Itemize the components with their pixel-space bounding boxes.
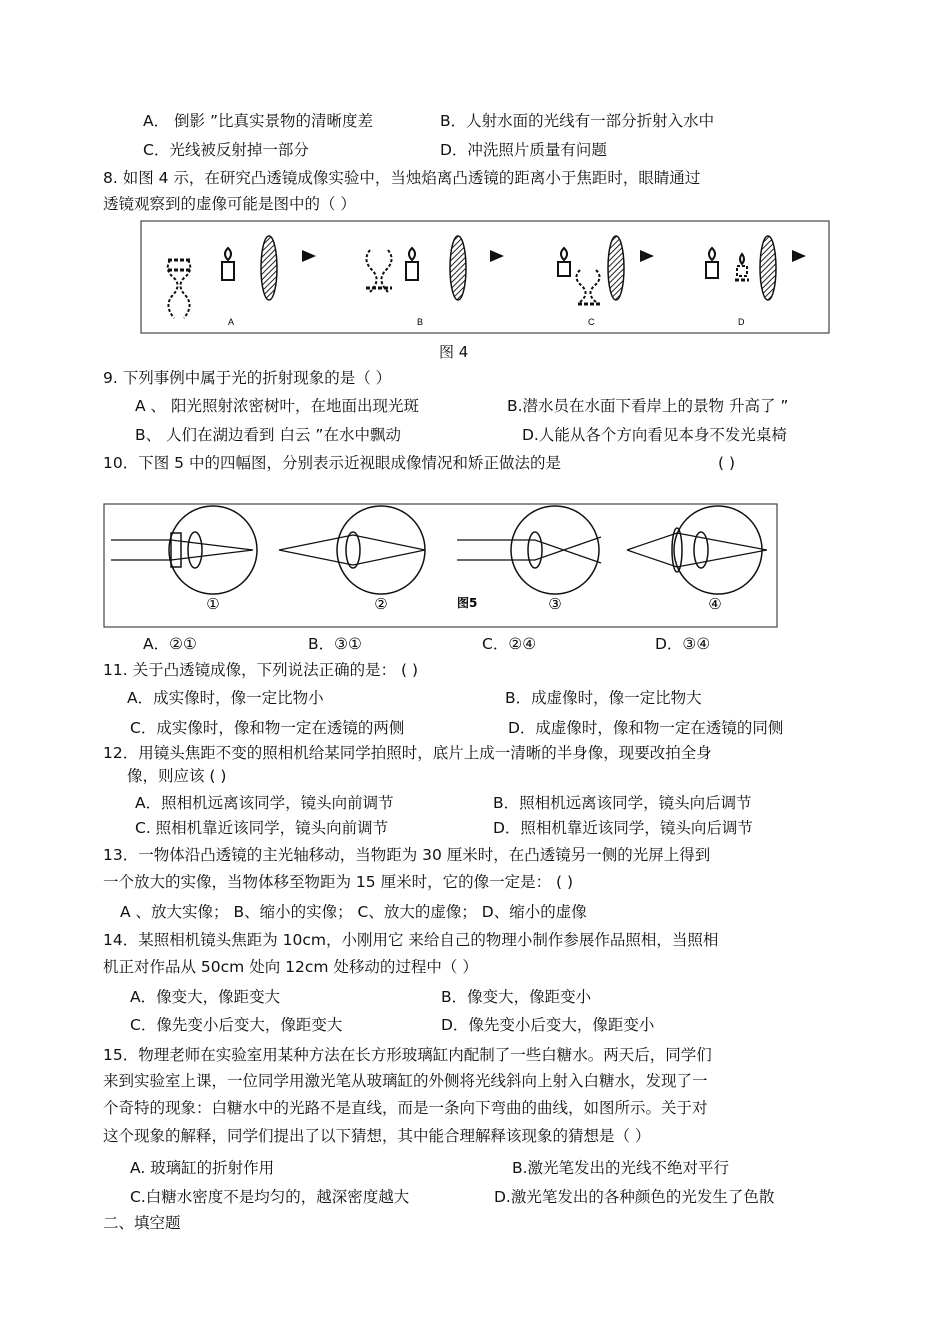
figure-4-panel-a: [168, 236, 316, 327]
figure-5-eye-3: [457, 506, 601, 613]
q11-option-d: D．成虚像时，像和物一定在透镜的同侧: [508, 719, 784, 737]
q11-stem: 11. 关于凸透镜成像，下列说法正确的是： ( ): [103, 661, 419, 679]
q8-stem-line1: 8. 如图 4 示，在研究凸透镜成像实验中，当烛焰离凸透镜的距离小于焦距时，眼睛通过: [103, 169, 701, 187]
q12-option-c: C. 照相机靠近该同学，镜头向前调节: [135, 819, 389, 837]
figure-5-tag: 图5: [457, 596, 478, 610]
figure-5-eye-diagrams: [103, 503, 778, 628]
q13-stem-line2: 一个放大的实像，当物体移至物距为 15 厘米时，它的像一定是： ( ): [103, 873, 574, 891]
figure-4-label-a: A: [228, 317, 235, 327]
q15-option-c: C.白糖水密度不是均匀的，越深密度越大: [130, 1188, 410, 1206]
figure-5-label-4: ④: [708, 595, 722, 613]
q14-stem-line1: 14．某照相机镜头焦距为 10cm，小刚用它 来给自己的物理小制作参展作品照相，当照相: [103, 931, 719, 949]
q15-option-b: B.激光笔发出的光线不绝对平行: [512, 1159, 730, 1177]
figure-5-label-1: ①: [206, 595, 220, 613]
figure-5-label-2: ②: [374, 595, 388, 613]
q7-option-c: C．光线被反射掉一部分: [143, 141, 309, 159]
q12-stem-line2: 像，则应该 ( ): [127, 767, 227, 785]
q9-option-a: A 、 阳光照射浓密树叶，在地面出现光斑: [135, 397, 419, 415]
figure-5-label-3: ③: [548, 595, 562, 613]
q10-option-a: A．②①: [143, 635, 197, 653]
q15-option-a: A. 玻璃缸的折射作用: [130, 1159, 275, 1177]
figure-4-label-b: B: [417, 317, 424, 327]
q9-option-b: B.潜水员在水面下看岸上的景物 升高了 ”: [507, 397, 789, 415]
q11-option-a: A．成实像时，像一定比物小: [127, 689, 324, 707]
q10-stem: 10．下图 5 中的四幅图，分别表示近视眼成像情况和矫正做法的是: [103, 454, 561, 472]
figure-4-candle-lens: [140, 220, 830, 334]
figure-4-label-c: C: [588, 317, 595, 327]
q15-stem-line1: 15．物理老师在实验室用某种方法在长方形玻璃缸内配制了一些白糖水。两天后，同学们: [103, 1046, 712, 1064]
q8-stem-line2: 透镜观察到的虚像可能是图中的（ ）: [103, 195, 356, 213]
figure-4-panel-d: [706, 236, 806, 327]
q15-stem-line2: 来到实验室上课，一位同学用激光笔从玻璃缸的外侧将光线斜向上射入白糖水，发现了一: [103, 1072, 708, 1090]
q15-stem-line4: 这个现象的解释，同学们提出了以下猜想，其中能合理解释该现象的猜想是（ ）: [103, 1127, 651, 1145]
q7-option-a: A． 倒影 ”比真实景物的清晰度差: [143, 112, 373, 130]
q12-option-a: A．照相机远离该同学，镜头向前调节: [135, 794, 394, 812]
q11-option-b: B．成虚像时，像一定比物大: [505, 689, 702, 707]
q10-option-d: D．③④: [655, 635, 711, 653]
q14-option-d: D．像先变小后变大，像距变小: [441, 1016, 655, 1034]
q13-stem-line1: 13．一物体沿凸透镜的主光轴移动，当物距为 30 厘米时，在凸透镜另一侧的光屏上得到: [103, 846, 711, 864]
q12-option-b: B．照相机远离该同学，镜头向后调节: [493, 794, 752, 812]
q9-option-c: B、 人们在湖边看到 白云 ”在水中飘动: [135, 426, 401, 444]
q12-stem-line1: 12．用镜头焦距不变的照相机给某同学拍照时，底片上成一清晰的半身像，现要改拍全身: [103, 744, 712, 762]
q13-options: A 、放大实像； B、缩小的实像； C、放大的虚像； D、缩小的虚像: [120, 903, 587, 921]
figure-4-panel-c: [558, 236, 654, 327]
q7-option-d: D．冲洗照片质量有问题: [440, 141, 607, 159]
figure-4-caption: 图 4: [439, 343, 469, 361]
q10-option-b: B．③①: [308, 635, 362, 653]
q10-paren: ( ): [718, 454, 736, 472]
q9-stem: 9. 下列事例中属于光的折射现象的是（ ）: [103, 369, 392, 387]
figure-5-eye-2: [279, 506, 425, 613]
q7-option-b: B．人射水面的光线有一部分折射入水中: [440, 112, 715, 130]
q9-option-d: D.人能从各个方向看见本身不发光桌椅: [522, 426, 787, 444]
q10-option-c: C．②④: [482, 635, 537, 653]
figure-5-eye-4: [627, 506, 767, 613]
figure-4-label-d: D: [738, 317, 745, 327]
q15-option-d: D.激光笔发出的各种颜色的光发生了色散: [494, 1188, 775, 1206]
q14-option-a: A．像变大，像距变大: [130, 988, 281, 1006]
q14-stem-line2: 机正对作品从 50cm 处向 12cm 处移动的过程中（ ）: [103, 958, 478, 976]
q14-option-c: C．像先变小后变大，像距变大: [130, 1016, 343, 1034]
q15-stem-line3: 个奇特的现象：白糖水中的光路不是直线，而是一条向下弯曲的曲线，如图所示。关于对: [103, 1099, 708, 1117]
section-2-heading: 二、填空题: [103, 1214, 181, 1232]
q11-option-c: C．成实像时，像和物一定在透镜的两侧: [130, 719, 405, 737]
figure-4-panel-b: [366, 236, 504, 327]
figure-5-eye-1: [111, 506, 257, 613]
q12-option-d: D．照相机靠近该同学，镜头向后调节: [493, 819, 753, 837]
q14-option-b: B．像变大，像距变小: [441, 988, 592, 1006]
